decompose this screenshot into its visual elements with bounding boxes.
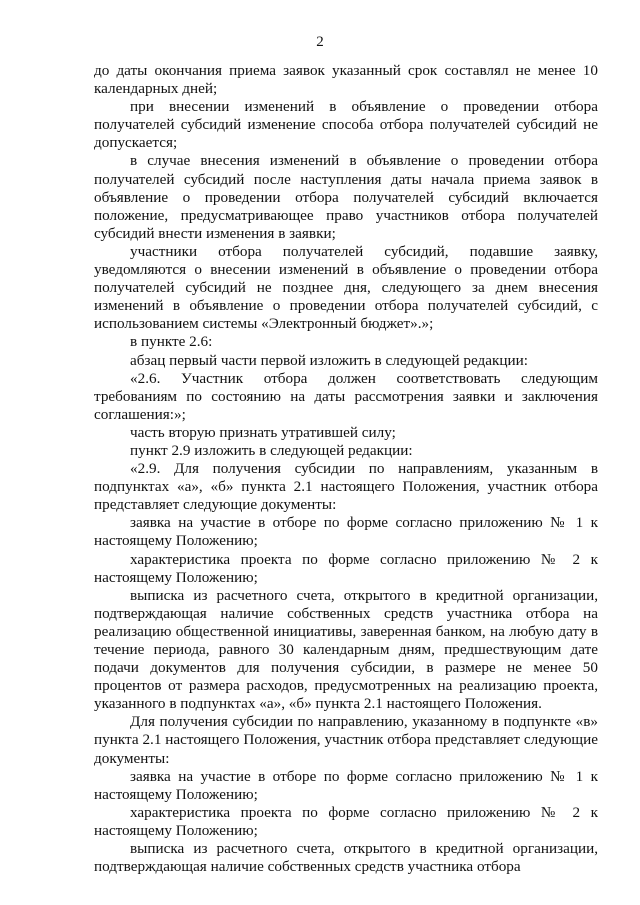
paragraph: «2.6. Участник отбора должен соответствовать следующим требованиям по состоянию на даты рассмотрения заявки и заключения соглашения:»; bbox=[94, 369, 598, 423]
paragraph: участники отбора получателей субсидий, подавшие заявку, уведомляются о внесении изменений в объявление о проведении отбора получателей субсидий не позднее дня, следующего за днем внесения изменений в объявление о проведении отбора получателей субсидий, с использованием системы «Электронный бюджет».»; bbox=[94, 242, 598, 333]
paragraph: при внесении изменений в объявление о проведении отбора получателей субсидий изменение способа отбора получателей субсидий не допускается; bbox=[94, 98, 598, 152]
paragraph-continuation: до даты окончания приема заявок указанный срок составлял не менее 10 календарных дней; bbox=[94, 62, 598, 98]
paragraph: пункт 2.9 изложить в следующей редакции: bbox=[130, 441, 413, 459]
paragraph: в пункте 2.6: bbox=[130, 333, 213, 351]
paragraph: характеристика проекта по форме согласно приложению № 2 к настоящему Положению; bbox=[94, 550, 598, 586]
page-number: 2 bbox=[316, 34, 324, 50]
paragraph: Для получения субсидии по направлению, указанному в подпункте «в» пункта 2.1 настоящего Положения, участник отбора представляет следующие документы: bbox=[94, 713, 598, 767]
paragraph: выписка из расчетного счета, открытого в кредитной организации, подтверждающая наличие собственных средств участника отбора bbox=[94, 840, 598, 876]
paragraph: выписка из расчетного счета, открытого в кредитной организации, подтверждающая наличие собственных средств участника отбора на реализацию общественной инициативы, заверенная банком, на любую дату в течение периода, равного 30 календарным дням, предшествующим дате подачи документов для получения субсидии, в размере не менее 50 процентов от размера расходов, предусмотренных на реализацию проекта, указанного в подпунктах «а», «б» пункта 2.1 настоящего Положения. bbox=[94, 586, 598, 713]
paragraph: абзац первый части первой изложить в следующей редакции: bbox=[130, 351, 528, 369]
paragraph: характеристика проекта по форме согласно приложению № 2 к настоящему Положению; bbox=[94, 803, 598, 839]
paragraph: заявка на участие в отборе по форме согласно приложению № 1 к настоящему Положению; bbox=[94, 767, 598, 803]
paragraph: в случае внесения изменений в объявление о проведении отбора получателей субсидий после наступления даты начала приема заявок в объявление о проведении отбора получателей субсидий включается положение, предусматривающее право участников отбора получателей субсидий внести изменения в заявки; bbox=[94, 152, 598, 242]
document-body bbox=[94, 62, 598, 876]
paragraph: часть вторую признать утратившей силу; bbox=[130, 423, 396, 441]
paragraph: «2.9. Для получения субсидии по направлениям, указанным в подпунктах «а», «б» пункта 2.1 настоящего Положения, участник отбора представляет следующие документы: bbox=[94, 460, 598, 514]
paragraph: заявка на участие в отборе по форме согласно приложению № 1 к настоящему Положению; bbox=[94, 514, 598, 550]
